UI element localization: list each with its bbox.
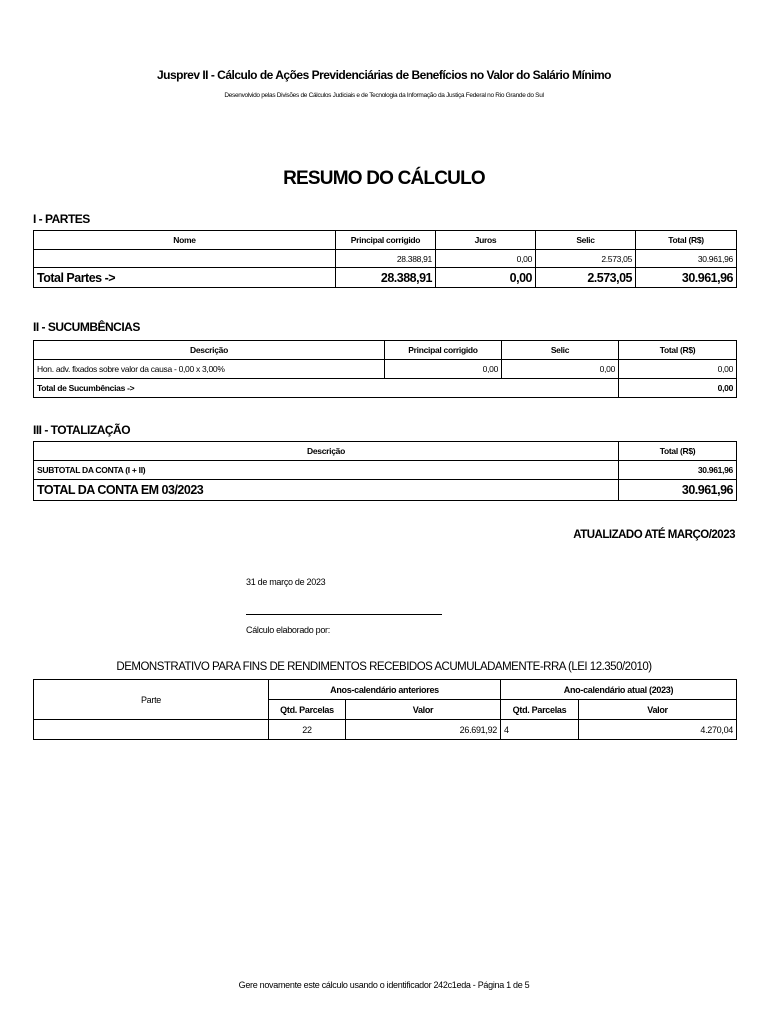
section-totalizacao-heading: III - TOTALIZAÇÃO [33, 423, 131, 437]
col-nome: Nome [34, 231, 336, 250]
cell-qtd-prev: 22 [269, 720, 346, 740]
group-anos-anteriores: Anos-calendário anteriores [269, 680, 501, 700]
cell-qtd-curr: 4 [501, 720, 579, 740]
partes-total-row [34, 268, 737, 288]
col-selic: Selic [502, 341, 619, 360]
report-header-subtitle: Desenvolvido pelas Divisões de Cálculos Judiciais e de Tecnologia da Informação da Justiça Federal no Rio Grande do Sul [224, 92, 544, 99]
total-conta-value: 30.961,96 [619, 480, 737, 501]
table-row [34, 250, 737, 268]
subtotal-value: 30.961,96 [619, 461, 737, 480]
section-sucumbencias-heading: II - SUCUMBÊNCIAS [33, 320, 140, 334]
total-total: 30.961,96 [636, 268, 737, 288]
col-total: Total (R$) [619, 442, 737, 461]
col-descricao: Descrição [34, 341, 385, 360]
totalizacao-header-row [34, 442, 737, 461]
partes-table [33, 230, 737, 288]
page-footer: Gere novamente este cálculo usando o identificador 242c1eda - Página 1 de 5 [238, 980, 530, 990]
table-row [34, 360, 737, 379]
cell-principal: 0,00 [385, 360, 502, 379]
rra-title: DEMONSTRATIVO PARA FINS DE RENDIMENTOS RECEBIDOS ACUMULADAMENTE-RRA (LEI 12.350/2010) [116, 661, 652, 673]
col-principal-corrigido: Principal corrigido [336, 231, 436, 250]
cell-total: 30.961,96 [636, 250, 737, 268]
total-principal: 28.388,91 [336, 268, 436, 288]
cell-nome [34, 250, 336, 268]
section-partes-heading: I - PARTES [33, 212, 90, 226]
col-qtd-parcelas-prev: Qtd. Parcelas [269, 700, 346, 720]
total-partes-label: Total Partes -> [34, 268, 336, 288]
cell-valor-prev: 26.691,92 [346, 720, 501, 740]
col-total: Total (R$) [636, 231, 737, 250]
signature-line [246, 614, 442, 615]
cell-selic: 0,00 [502, 360, 619, 379]
cell-valor-curr: 4.270,04 [579, 720, 737, 740]
sucumbencias-header-row [34, 341, 737, 360]
total-conta-row [34, 480, 737, 501]
subtotal-label: SUBTOTAL DA CONTA (I + II) [34, 461, 619, 480]
col-valor-prev: Valor [346, 700, 501, 720]
partes-header-row [34, 231, 737, 250]
col-principal-corrigido: Principal corrigido [385, 341, 502, 360]
cell-parte [34, 720, 269, 740]
table-row [34, 720, 737, 740]
cell-total: 0,00 [619, 360, 737, 379]
sucumbencias-table [33, 340, 737, 398]
rra-table [33, 679, 737, 740]
col-juros: Juros [436, 231, 536, 250]
col-qtd-parcelas-curr: Qtd. Parcelas [501, 700, 579, 720]
page-title: RESUMO DO CÁLCULO [283, 168, 485, 189]
total-juros: 0,00 [436, 268, 536, 288]
sucumbencias-total-row [34, 379, 737, 398]
report-header-title: Jusprev II - Cálculo de Ações Previdenciárias de Benefícios no Valor do Salário Mínimo [156, 68, 612, 82]
cell-descricao: Hon. adv. fixados sobre valor da causa - 0,00 x 3,00% [34, 360, 385, 379]
col-total: Total (R$) [619, 341, 737, 360]
rra-group-header-row [34, 680, 737, 700]
signature-date: 31 de março de 2023 [246, 577, 326, 587]
atualizado-ate-label: ATUALIZADO ATÉ MARÇO/2023 [573, 529, 735, 541]
cell-juros: 0,00 [436, 250, 536, 268]
col-descricao: Descrição [34, 442, 619, 461]
col-selic: Selic [536, 231, 636, 250]
total-selic: 2.573,05 [536, 268, 636, 288]
signature-label: Cálculo elaborado por: [246, 625, 330, 635]
cell-selic: 2.573,05 [536, 250, 636, 268]
total-sucumbencias-value: 0,00 [619, 379, 737, 398]
total-sucumbencias-label: Total de Sucumbências -> [34, 379, 619, 398]
col-valor-curr: Valor [579, 700, 737, 720]
totalizacao-table [33, 441, 737, 501]
total-conta-label: TOTAL DA CONTA EM 03/2023 [34, 480, 619, 501]
group-ano-atual: Ano-calendário atual (2023) [501, 680, 737, 700]
subtotal-row [34, 461, 737, 480]
cell-principal: 28.388,91 [336, 250, 436, 268]
col-parte: Parte [34, 680, 269, 720]
